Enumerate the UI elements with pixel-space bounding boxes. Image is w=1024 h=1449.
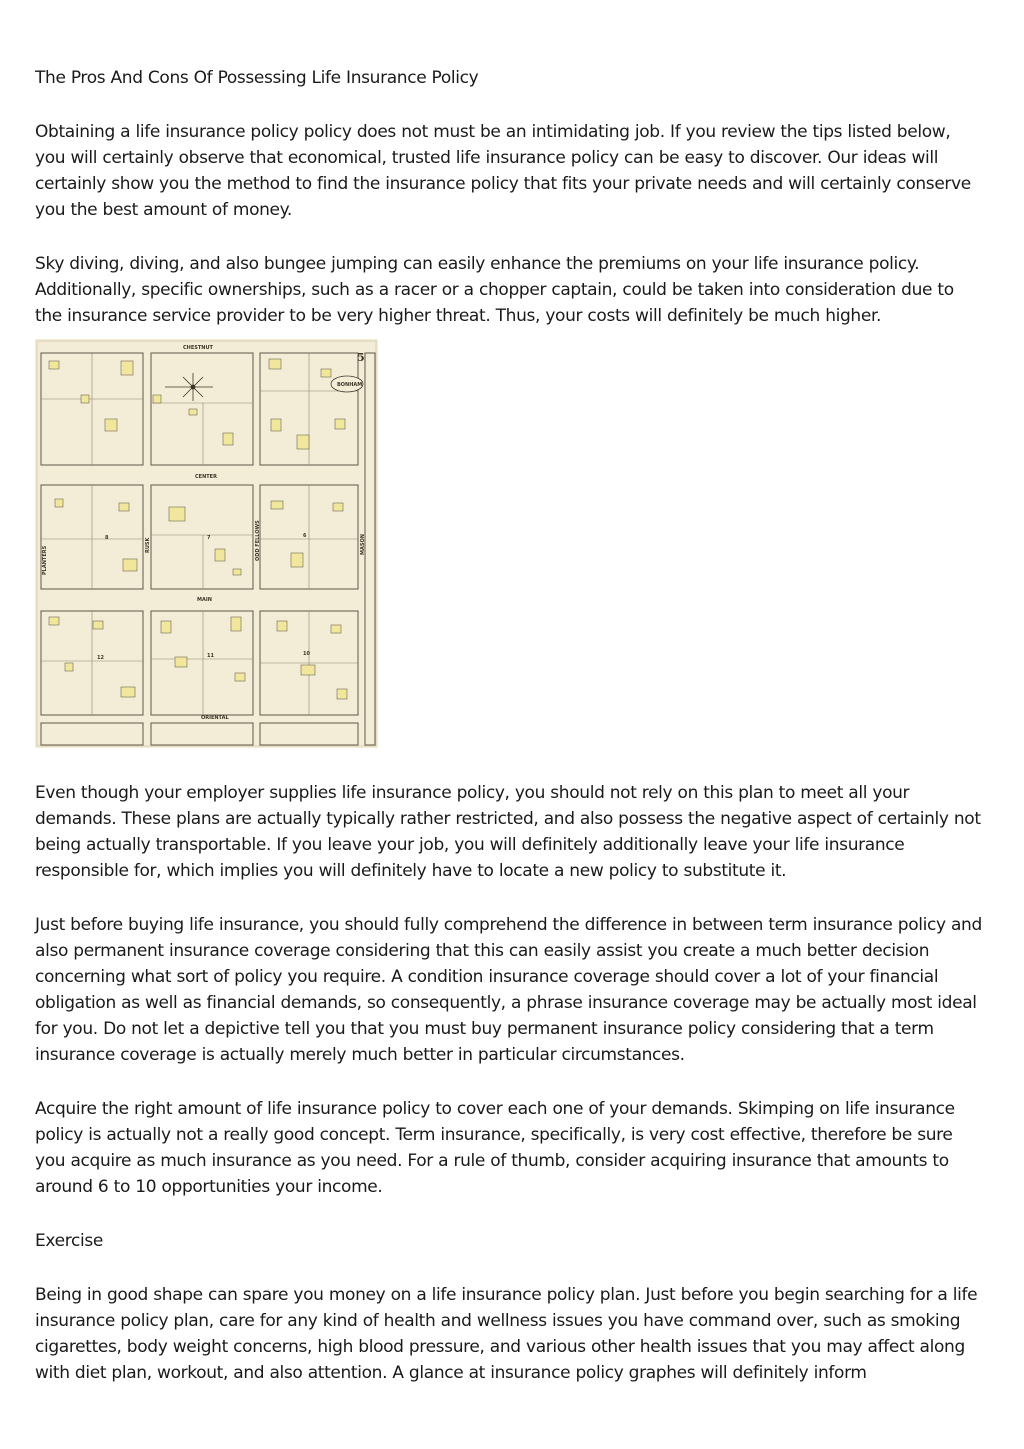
document-title: The Pros And Cons Of Possessing Life Insurance Policy	[35, 68, 479, 88]
section-heading-exercise: Exercise	[35, 1231, 103, 1251]
street-label-planters: PLANTERS	[42, 545, 48, 575]
block-number-10: 10	[303, 651, 310, 657]
sanborn-map-image	[35, 339, 378, 748]
street-label-chestnut: CHESTNUT	[183, 345, 213, 351]
paragraph-term-vs-permanent: Just before buying life insurance, you should fully comprehend the difference in between term insurance policy and also permanent insurance coverage considering that this can easily assist you create a much better decision concerning what sort of policy you require. A condition insurance coverage should cover a lot of your financial obligation as well as financial demands, so consequently, a phrase insurance coverage may be actually most ideal for you. Do not let a depictive tell you that you must buy permanent insurance policy considering that a term insurance coverage is actually merely much better in particular circumstances.	[35, 915, 982, 1065]
street-label-rusk: RUSK	[145, 537, 151, 553]
block-number-7: 7	[207, 535, 211, 541]
document-body	[35, 65, 985, 1414]
block-number-12: 12	[97, 655, 104, 661]
block-number-8: 8	[105, 535, 109, 541]
street-label-center: CENTER	[195, 474, 217, 480]
map-sheet-number: 5	[357, 351, 365, 364]
street-label-oriental: ORIENTAL	[201, 715, 229, 721]
street-label-mason: MASON	[360, 534, 366, 555]
map-illustration	[35, 339, 378, 748]
paragraph-good-shape: Being in good shape can spare you money on a life insurance policy plan. Just before you begin searching for a life insurance policy plan, care for any kind of health and wellness issues you have command over, such as smoking cigarettes, body weight concerns, high blood pressure, and various other health issues that you may affect along with diet plan, workout, and also attention. A glance at insurance policy graphes will definitely inform	[35, 1285, 978, 1383]
paragraph-right-amount: Acquire the right amount of life insurance policy to cover each one of your demands. Skimping on life insurance policy is actually not a really good concept. Term insurance, specifically, is very cost effective, therefore be sure you acquire as much insurance as you need. For a rule of thumb, consider acquiring insurance that amounts to around 6 to 10 opportunities your income.	[35, 1099, 955, 1197]
block-number-11: 11	[207, 653, 214, 659]
street-label-main: MAIN	[197, 597, 212, 603]
map-town-label: BONHAM	[337, 382, 363, 388]
street-label-odd-fellows: ODD FELLOWS	[255, 520, 261, 561]
block-number-6: 6	[303, 533, 307, 539]
paragraph-risky-hobbies: Sky diving, diving, and also bungee jumping can easily enhance the premiums on your life insurance policy. Additionally, specific ownerships, such as a racer or a chopper captain, could be taken into consideration due to the insurance service provider to be very higher threat. Thus, your costs will definitely be much higher.	[35, 254, 954, 326]
paragraph-intro: Obtaining a life insurance policy policy does not must be an intimidating job. If you review the tips listed below, you will certainly observe that economical, trusted life insurance policy can be easy to discover. Our ideas will certainly show you the method to find the insurance policy that fits your private needs and will certainly conserve you the best amount of money.	[35, 122, 971, 220]
paragraph-employer-policy: Even though your employer supplies life insurance policy, you should not rely on this plan to meet all your demands. These plans are actually typically rather restricted, and also possess the negative aspect of certainly not being actually transportable. If you leave your job, you will definitely additionally leave your life insurance responsible for, which implies you will definitely have to locate a new policy to substitute it.	[35, 783, 981, 881]
